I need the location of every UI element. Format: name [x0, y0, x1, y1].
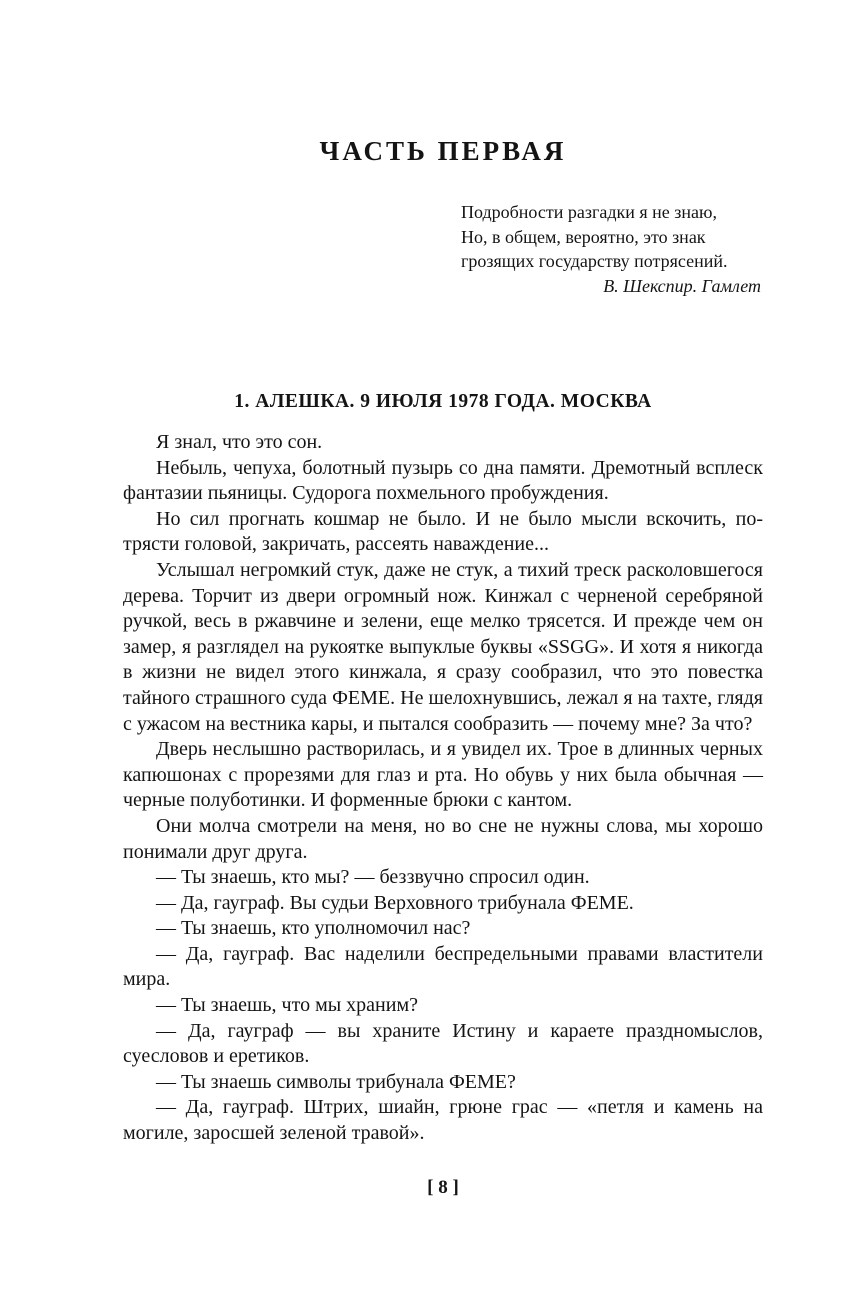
chapter-title: 1. АЛЕШКА. 9 ИЮЛЯ 1978 ГОДА. МОСКВА — [234, 391, 652, 412]
dialogue-line: — Да, гауграф — вы храните Истину и караете праздномыслов, суесловов и еретиков. — [123, 1019, 763, 1068]
epigraph-line: Но, в общем, вероятно, это знак — [461, 226, 706, 247]
paragraph: Услышал негромкий стук, даже не стук, а тихий треск расколовшегося дерева. Торчит из двери огромный нож. Кинжал с черненой серебряной ручкой, весь в ржавчине и зелени, еще мелко трясется. И прежде чем он замер, я разглядел на рукоятке выпуклые буквы «SSGG». И хотя я никогда в жизни не видел этого кинжала, я сразу сообразил, что это повестка тайного страшного суда ФЕМЕ. Не шелохнувшись, лежал я на тахте, глядя с ужасом на вестника кары, и пытался сообразить — почему мне? За что? — [123, 558, 763, 735]
paragraph: Но сил прогнать кошмар не было. И не было мысли вскочить, потрясти головой, закричать, рассеять наваждение... — [123, 507, 763, 556]
dialogue-line: — Ты знаешь, кто уполномочил нас? — [156, 917, 471, 940]
part-title: ЧАСТЬ ПЕРВАЯ — [319, 136, 567, 166]
paragraph: Они молча смотрели на меня, но во сне не нужны слова, мы хорошо понимали друг друга. — [123, 814, 763, 863]
dialogue-line: — Да, гауграф. Вас наделили беспредельными правами властители мира. — [123, 942, 763, 991]
page-number: [ 8 ] — [427, 1177, 459, 1198]
paragraph: Дверь неслышно растворилась, и я увидел их. Трое в длинных черных капюшонах с прорезями для глаз и рта. Но обувь у них была обычная — черные полуботинки. И форменные брюки с кантом. — [123, 738, 763, 812]
chapter-body — [123, 430, 763, 1147]
epigraph-line: грозящих государству потрясений. — [461, 251, 728, 271]
dialogue-line: — Ты знаешь, что мы храним? — [156, 994, 418, 1017]
dialogue-line: — Ты знаешь, кто мы? — беззвучно спросил один. — [156, 866, 590, 889]
epigraph-attribution: В. Шекспир. Гамлет — [603, 275, 761, 296]
dialogue-line: — Ты знаешь символы трибунала ФЕМЕ? — [156, 1070, 516, 1093]
dialogue-line: — Да, гауграф. Вы судьи Верховного трибунала ФЕМЕ. — [156, 891, 634, 914]
epigraph — [461, 200, 771, 298]
dialogue-line: — Да, гауграф. Штрих, шиайн, грюне грас — «петля и камень на могиле, заросшей зеленой травой». — [123, 1096, 763, 1145]
paragraph: Небыль, чепуха, болотный пузырь со дна памяти. Дремотный всплеск фантазии пьяницы. Судорога похмельного пробуждения. — [123, 456, 763, 505]
epigraph-line: Подробности разгадки я не знаю, — [461, 202, 717, 222]
paragraph: Я знал, что это сон. — [156, 431, 323, 453]
